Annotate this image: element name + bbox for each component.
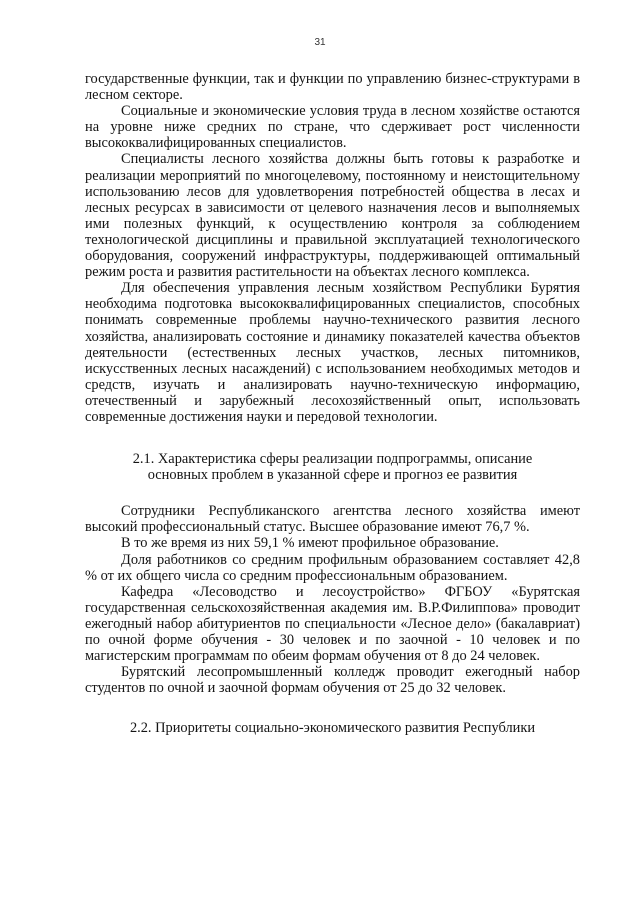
paragraph: Для обеспечения управления лесным хозяйством Республики Бурятия необходима подготовка высококвалифицированных специалистов, способных понимать современные проблемы научно-технического развития лесного хозяйства, анализировать состояние и динамику показателей качества объектов деятельности (естественных лесных участков, лесных питомников, искусственных лесных насаждений) с использованием необходимых методов и средств, изучать и анализировать научно-техническую информацию, отечественный и зарубежный лесохозяйственный опыт, использовать современные достижения науки и передовой технологии. [85,280,580,425]
section-heading-line: основных проблем в указанной сфере и прогноз ее развития [147,467,518,484]
paragraph: Кафедра «Лесоводство и лесоустройство» ФГБОУ «Бурятская государственная сельскохозяйственная академия им. В.Р.Филиппова» проводит ежегодный набор абитуриентов по специальности «Лесное дело» (бакалавриат) по очной форме обучения - 30 человек и по заочной - 10 человек и по магистерским программам по обеим формам обучения от 8 до 24 человек. [85,583,580,665]
section-heading-line: 2.1. Характеристика сферы реализации подпрограммы, описание [132,451,533,468]
section-heading: 2.2. Приоритеты социально-экономического развития Республики [129,720,536,737]
paragraph: государственные функции, так и функции по управлению бизнес-структурами в лесном секторе. [85,71,580,104]
page-number: 31 [314,37,326,48]
paragraph: Бурятский лесопромышленный колледж проводит ежегодный набор студентов по очной и заочной формам обучения от 25 до 32 человек. [85,664,580,697]
section-heading [85,451,580,483]
document-body [85,71,580,736]
paragraph: В то же время из них 59,1 % имеют профильное образование. [121,535,499,552]
paragraph: Специалисты лесного хозяйства должны быть готовы к разработке и реализации мероприятий по многоцелевому, постоянному и неистощительному использованию лесов для удовлетворения потребностей общества в лесах и лесных ресурсах в зависимости от целевого назначения лесов и выполняемых ими полезных функций, к осуществлению контроля за соблюдением технологической дисциплины и правильной эксплуатацией технологического оборудования, сооружений инфраструктуры, поддерживающей оптимальный режим роста и развития растительности на объектах лесного комплекса. [85,151,580,281]
paragraph: Социальные и экономические условия труда в лесном хозяйстве остаются на уровне ниже средних по стране, что сдерживает рост численности высококвалифицированных специалистов. [85,103,580,152]
paragraph: Доля работников со средним профильным образованием составляет 42,8 % от их общего числа со средним профессиональным образованием. [85,551,580,584]
paragraph: Сотрудники Республиканского агентства лесного хозяйства имеют высокий профессиональный статус. Высшее образование имеют 76,7 %. [85,503,580,536]
